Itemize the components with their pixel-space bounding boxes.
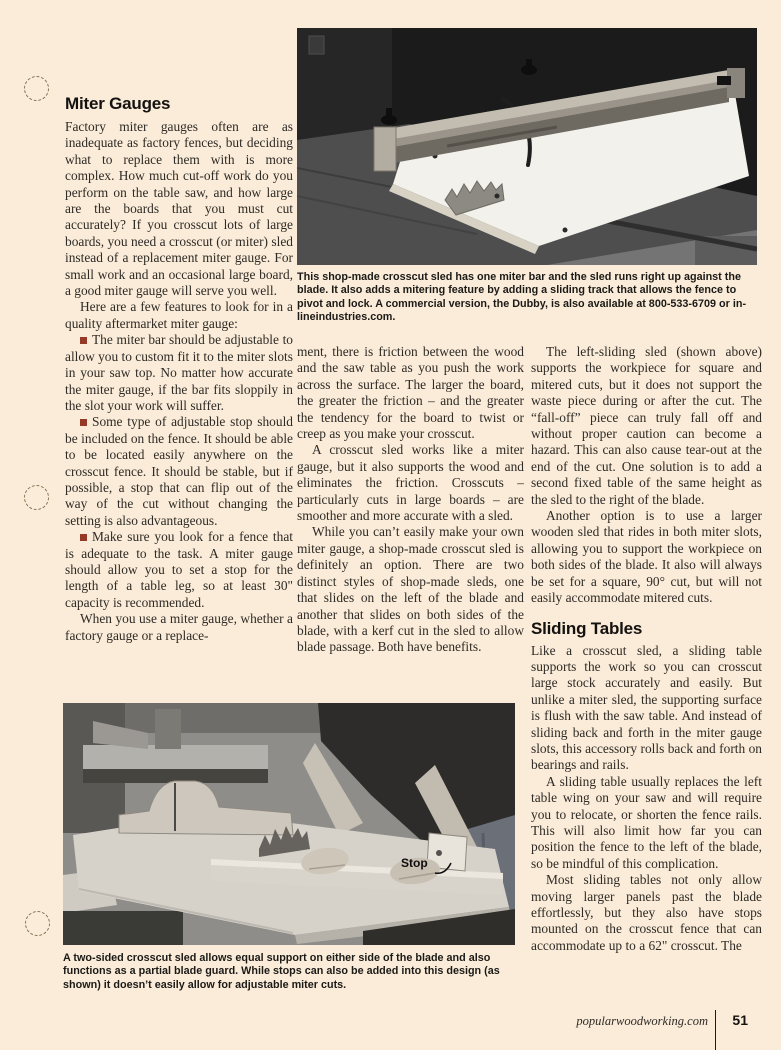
screw-hole [563, 228, 568, 233]
punch-hole-icon [24, 76, 49, 101]
paragraph: A crosscut sled works like a miter gauge, but it also supports the wood and eliminates the friction. Crosscuts – particularly cuts in large boards – are smoother and more accurate with a sled. [297, 442, 524, 524]
paragraph: ment, there is friction between the wood and the saw table as you push the work across the surface. The larger the board, the greater the friction – and the greater the tendency for the board to twist or creep as you make your crosscut. [297, 344, 524, 442]
top-photo-crosscut-sled [297, 28, 757, 265]
bottom-photo-two-sided-sled [63, 703, 515, 945]
right-column [531, 344, 762, 954]
paragraph: Most sliding tables not only allow moving larger panels past the blade effortlessly, but they also have stops mounted on the crosscut fence that can accommodate up to a 62" crosscut. The [531, 872, 762, 953]
paragraph: Another option is to use a larger wooden sled that rides in both miter slots, allowing you to support the workpiece on both sides of the blade. It also will always be set for a square, 90° cut, but will not easily accommodate mitered cuts. [531, 508, 762, 606]
footer-site-name: popularwoodworking.com [576, 1014, 708, 1028]
footer-divider [715, 1010, 716, 1050]
left-column [65, 94, 293, 644]
floor-shadow [63, 911, 183, 945]
paragraph: While you can’t easily make your own miter gauge, a shop-made crosscut sled is definitely an option. There are two distinct styles of shop-made sleds, one that slides on the left of the blade and another that slides on both sides of the blade, with a kerf cut in the sled to allow blade passage. Both have benefits. [297, 524, 524, 655]
top-photo-caption: This shop-made crosscut sled has one miter bar and the sled runs right up against the blade. It also adds a mitering feature by adding a sliding track that allows the fence to pivot and lock. A commercial version, the Dubby, is also available at 800-533-6709 or in-lineindustries.com. [297, 271, 747, 324]
square-bullet-icon [80, 337, 87, 344]
bottom-photo-caption: A two-sided crosscut sled allows equal support on either side of the blade and also functions as a partial blade guard. While stops can also be added into this design (as shown) it doesn’t easily allow for adjustable miter cuts. [63, 952, 500, 991]
square-bullet-icon [80, 419, 87, 426]
lock-knob-stem [386, 108, 392, 120]
wall-plate [309, 36, 324, 54]
punch-hole-icon [25, 911, 50, 936]
screw-hole [495, 194, 500, 199]
stop-block-hole [436, 850, 442, 856]
top-photo-illustration [297, 28, 757, 265]
punch-hole-icon [24, 485, 49, 510]
section-heading-sliding-tables: Sliding Tables [531, 618, 643, 638]
paragraph: The left-sliding sled (shown above) supports the workpiece for square and mitered cuts, but it does not support the waste piece during or after the cut. The “fall-off” piece can truly fall off and without proper caution can become a hazard. This can also cause tear-out at the end of the cut. One solution is to add a second fixed table of the same height as the sled to the right of the blade. [531, 344, 762, 507]
section-heading-miter-gauges: Miter Gauges [65, 94, 171, 113]
footer-page-number: 51 [732, 1012, 748, 1028]
paragraph: Factory miter gauges often are as inadequate as factory fences, but deciding what to replace them with is more complex. How much cut-off work do you perform on the table saw, and how large are the boards that you must cut accurately? If you crosscut lots of large boards, you need a crosscut (or miter) sled instead of a replacement miter gauge. For small work and an occasional large board, a good miter gauge will serve you well. [65, 119, 293, 299]
bullet-paragraph: Make sure you look for a fence that is adequate to the task. A miter gauge should allow you to set a stop for the length of a table leg, so at least 30" capacity is recommended. [65, 529, 293, 610]
square-bullet-icon [80, 534, 87, 541]
paragraph: Like a crosscut sled, a sliding table supports the work so you can crosscut large stock accurately and easily. But unlike a miter sled, the supporting surface is flush with the saw table. And instead of sliding back and forth in the miter gauge slots, this accessory rolls back and forth on bearings and rails. [531, 642, 762, 773]
fence-arm-end-cap [374, 127, 396, 171]
paragraph: Here are a few features to look for in a quality aftermarket miter gauge: [65, 299, 293, 331]
page-footer [560, 1010, 760, 1050]
clamp-hardware [717, 76, 731, 85]
bullet-paragraph: Some type of adjustable stop should be included on the fence. It should be able to be located easily anywhere on the crosscut fence. It should be stable, but if possible, a stop that can flip out of the way of the cut without changing the setting is also advantageous. [65, 414, 293, 528]
lock-knob-stem [526, 59, 532, 70]
middle-column [297, 344, 524, 656]
paragraph: A sliding table usually replaces the left table wing on your saw and will require you to relocate, or shorten the fence rails. This will also limit how far you can position the fence to the left of the blade, so be mindful of this complication. [531, 773, 762, 871]
paragraph: When you use a miter gauge, whether a factory gauge or a replace- [65, 611, 293, 643]
bullet-paragraph: The miter bar should be adjustable to allow you to custom fit it to the miter slots in your saw top. No matter how accurate the miter gauge, if the bar fits sloppily in the slot your work will suffer. [65, 332, 293, 413]
bottom-photo-illustration [63, 703, 515, 945]
background-post [155, 709, 181, 749]
